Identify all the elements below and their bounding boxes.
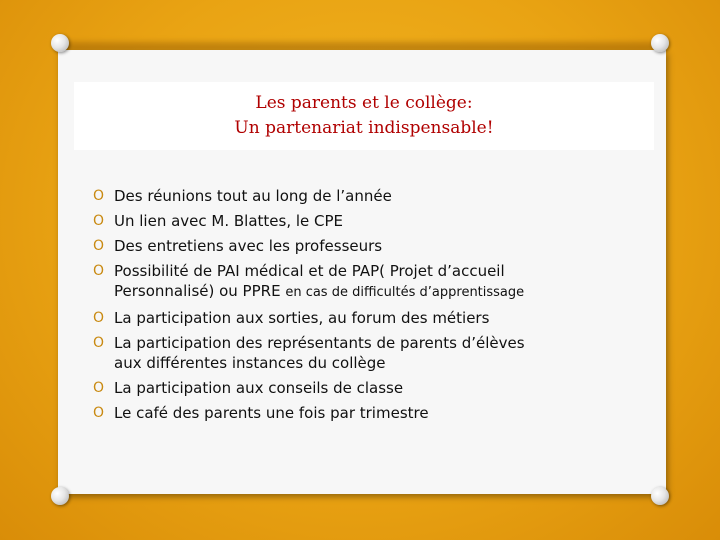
bullet-text: Possibilité de PAI médical et de PAP( Projet d’accueil <box>114 262 505 280</box>
bullet-text-small: en cas de difficultés d’apprentissage <box>285 285 525 300</box>
bullet-marker-icon: O <box>93 310 105 326</box>
bullet-text: La participation aux sorties, au forum des métiers <box>114 309 490 327</box>
bullet-marker-icon: O <box>93 263 105 279</box>
bullet-marker-icon: O <box>93 335 105 351</box>
bullet-marker-icon: O <box>93 213 105 229</box>
bullet-item <box>93 211 634 231</box>
bullet-text: Le café des parents une fois par trimestre <box>114 404 429 422</box>
bullet-marker-icon: O <box>93 405 105 421</box>
bullet-text: La participation aux conseils de classe <box>114 379 404 397</box>
bullet-item <box>93 403 634 423</box>
pin-icon <box>651 34 669 52</box>
bullet-text-continued: aux différentes instances du collège <box>114 354 386 372</box>
pin-icon <box>51 34 69 52</box>
bullet-item <box>93 261 634 303</box>
title-box <box>74 82 654 150</box>
bullet-text-main: Personnalisé) ou PPRE <box>114 282 286 300</box>
bullet-list <box>93 186 634 428</box>
bullet-item <box>93 308 634 328</box>
bullet-marker-icon: O <box>93 380 105 396</box>
bullet-text: Des réunions tout au long de l’année <box>114 187 392 205</box>
pin-icon <box>51 487 69 505</box>
bullet-marker-icon: O <box>93 238 105 254</box>
pin-icon <box>651 487 669 505</box>
bullet-text: La participation des représentants de parents d’élèves <box>114 334 525 352</box>
bullet-marker-icon: O <box>93 188 105 204</box>
bullet-text: Des entretiens avec les professeurs <box>114 237 383 255</box>
bullet-text-continued <box>114 281 634 303</box>
bullet-item <box>93 236 634 256</box>
bullet-item <box>93 186 634 206</box>
slide-title: Les parents et le collège: <box>255 93 473 113</box>
slide-subtitle: Un partenariat indispensable! <box>234 118 494 138</box>
bullet-item <box>93 378 634 398</box>
bullet-item <box>93 333 634 373</box>
bullet-text: Un lien avec M. Blattes, le CPE <box>114 212 344 230</box>
